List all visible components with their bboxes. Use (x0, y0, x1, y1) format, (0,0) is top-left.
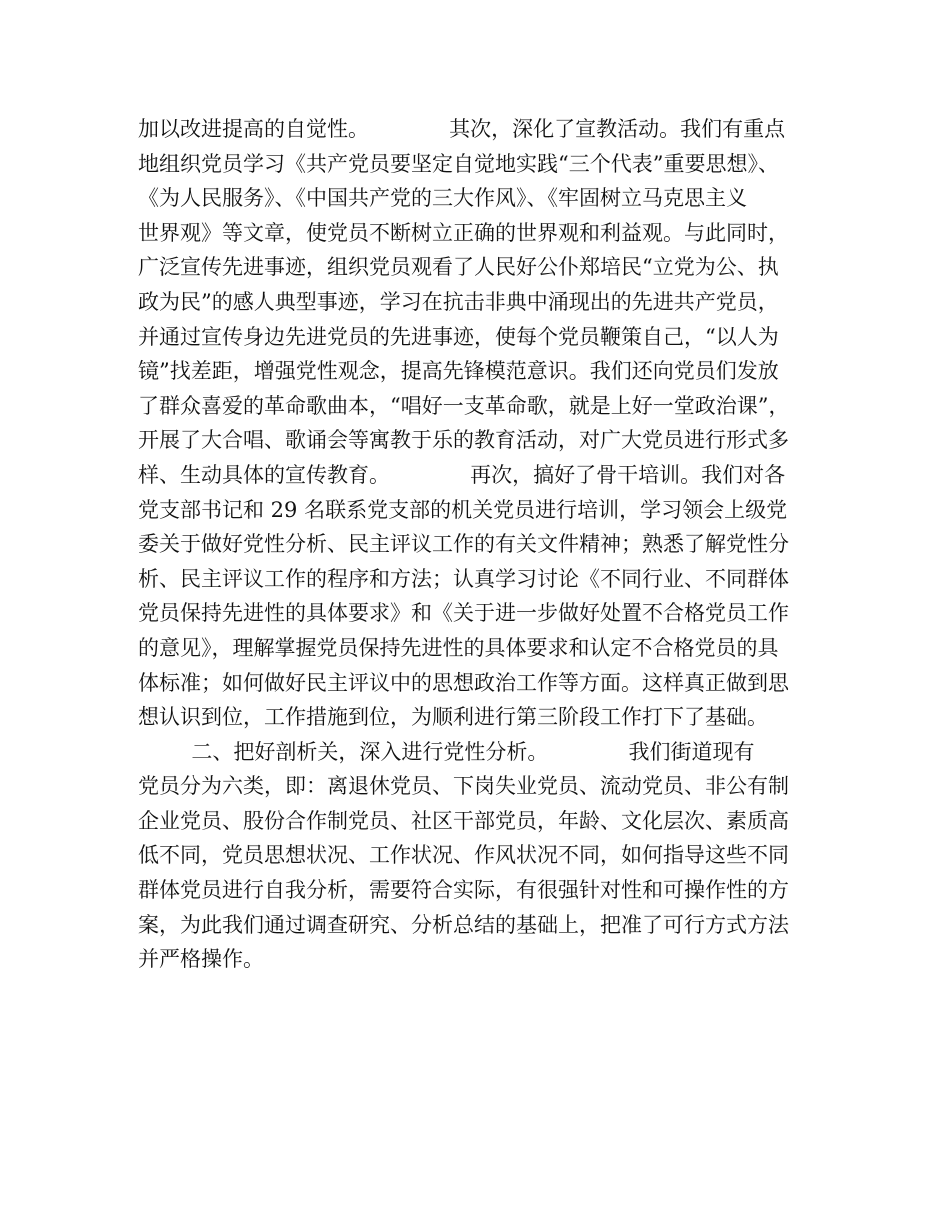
text-line-14: 析、民主评议工作的程序和方法；认真学习讨论《不同行业、不同群体 (138, 566, 789, 591)
text-line-13: 委关于做好党性分析、民主评议工作的有关文件精神；熟悉了解党性分 (138, 532, 789, 557)
text-line-21: 企业党员、股份合作制党员、社区干部党员，年龄、文化层次、素质高 (138, 808, 789, 833)
text-line-4: 世界观》等文章，使党员不断树立正确的世界观和利益观。与此同时， (138, 220, 789, 245)
text-line-3: 《为人民服务》、《中国共产党的三大作风》、《牢固树立马克思主义 (138, 186, 747, 211)
text-line-20: 党员分为六类，即：离退休党员、下岗失业党员、流动党员、非公有制 (138, 774, 789, 799)
text-line-17: 体标准；如何做好民主评议中的思想政治工作等方面。这样真正做到思 (138, 670, 789, 695)
text-line-12: 党支部书记和 29 名联系党支部的机关党员进行培训，学习领会上级党 (138, 497, 788, 522)
text-line-18: 想认识到位，工作措施到位，为顺利进行第三阶段工作打下了基础。 (138, 705, 768, 730)
text-line-9: 了群众喜爱的革命歌曲本，“唱好一支革命歌，就是上好一堂政治课”， (138, 393, 790, 418)
text-line-10: 开展了大合唱、歌诵会等寓教于乐的教育活动，对广大党员进行形式多 (138, 428, 789, 453)
text-line-7: 并通过宣传身边先进党员的先进事迹，使每个党员鞭策自己，“以人为 (138, 324, 779, 349)
text-line-23: 群体党员进行自我分析，需要符合实际，有很强针对性和可操作性的方 (138, 878, 789, 903)
text-line-1: 加以改进提高的自觉性。 其次，深化了宣教活动。我们有重点 (138, 117, 786, 141)
text-line-15: 党员保持先进性的具体要求》和《关于进一步做好处置不合格党员工作 (138, 601, 789, 626)
text-line-24: 案，为此我们通过调查研究、分析总结的基础上，把准了可行方式方法 (138, 912, 789, 937)
text-line-2: 地组织党员学习《共产党员要坚定自觉地实践“三个代表”重要思想》、 (138, 151, 779, 176)
text-line-6: 政为民”的感人典型事迹，学习在抗击非典中涌现出的先进共产党员， (138, 289, 779, 314)
body-text (138, 112, 838, 977)
text-line-19: 二、把好剖析关，深入进行党性分析。 我们街道现有 (138, 739, 755, 764)
text-line-11: 样、生动具体的宣传教育。 再次，搞好了骨干培训。我们对各 (138, 462, 786, 487)
text-line-5: 广泛宣传先进事迹，组织党员观看了人民好公仆郑培民“立党为公、执 (138, 255, 779, 280)
text-line-25: 并严格操作。 (138, 947, 264, 972)
text-line-8: 镜”找差距，增强党性观念，提高先锋模范意识。我们还向党员们发放 (138, 359, 779, 384)
text-line-16: 的意见》，理解掌握党员保持先进性的具体要求和认定不合格党员的具 (138, 635, 779, 660)
text-line-22: 低不同，党员思想状况、工作状况、作风状况不同，如何指导这些不同 (138, 843, 789, 868)
